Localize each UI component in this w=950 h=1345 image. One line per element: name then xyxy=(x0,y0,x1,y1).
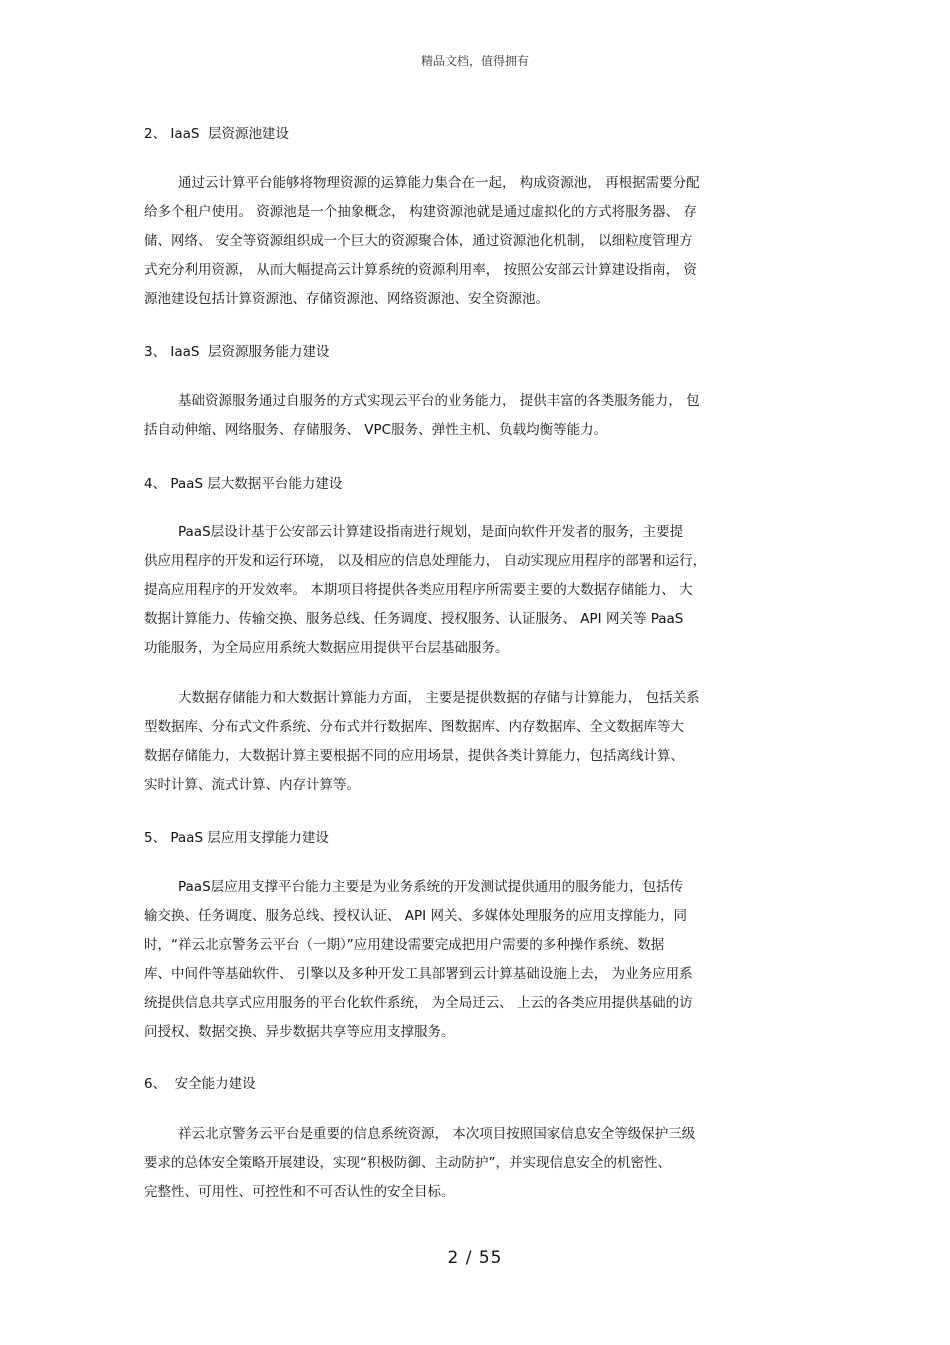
section-heading-2: 2、 IaaS 层资源池建设 xyxy=(144,126,290,142)
text-line: PaaS层应用支撑平台能力主要是为业务系统的开发测试提供通用的服务能力，包括传 xyxy=(178,879,684,895)
text-line: 大数据存储能力和大数据计算能力方面， 主要是提供数据的存储与计算能力， 包括关系 xyxy=(178,690,700,706)
text-line: 要求的总体安全策略开展建设，实现“积极防御、主动防护”，并实现信息安全的机密性、 xyxy=(144,1155,671,1171)
section-heading-3: 3、 IaaS 层资源服务能力建设 xyxy=(144,344,330,360)
text-line: 问授权、数据交换、异步数据共享等应用支撑服务。 xyxy=(144,1024,455,1040)
text-line: 祥云北京警务云平台是重要的信息系统资源， 本次项目按照国家信息安全等级保护三级 xyxy=(178,1126,696,1142)
section-heading-4: 4、 PaaS 层大数据平台能力建设 xyxy=(144,476,343,492)
section-5-paragraph-1 xyxy=(144,873,814,1047)
text-line: 数据存储能力，大数据计算主要根据不同的应用场景，提供各类计算能力，包括离线计算、 xyxy=(144,748,684,764)
section-2-paragraph-1 xyxy=(144,169,814,314)
text-line: 括自动伸缩、网络服务、存储服务、 VPC服务、弹性主机、负载均衡等能力。 xyxy=(144,422,608,438)
text-line: 提高应用程序的开发效率。 本期项目将提供各类应用程序所需要主要的大数据存储能力、 大 xyxy=(144,582,693,598)
text-line: 功能服务，为全局应用系统大数据应用提供平台层基础服务。 xyxy=(144,640,509,656)
section-heading-6: 6、 安全能力建设 xyxy=(144,1076,256,1092)
text-line: 统提供信息共享式应用服务的平台化软件系统， 为全局迁云、 上云的各类应用提供基础的访 xyxy=(144,995,693,1011)
text-line: 完整性、可用性、可控性和不可否认性的安全目标。 xyxy=(144,1184,455,1200)
text-line: 型数据库、分布式文件系统、分布式并行数据库、图数据库、内存数据库、全文数据库等大 xyxy=(144,719,684,735)
section-4-paragraph-2 xyxy=(144,684,814,800)
text-line: 时，“祥云北京警务云平台（一期）”应用建设需要完成把用户需要的多种操作系统、数据 xyxy=(144,937,665,953)
page-number: 2 / 55 xyxy=(447,1248,503,1268)
text-line: 基础资源服务通过自服务的方式实现云平台的业务能力， 提供丰富的各类服务能力， 包 xyxy=(178,393,700,409)
text-line: 库、中间件等基础软件、 引擎以及多种开发工具部署到云计算基础设施上去， 为业务应用系 xyxy=(144,966,693,982)
text-line: 给多个租户使用。 资源池是一个抽象概念， 构建资源池就是通过虚拟化的方式将服务器、 存 xyxy=(144,204,697,220)
section-3-paragraph-1 xyxy=(144,387,814,445)
text-line: 实时计算、流式计算、内存计算等。 xyxy=(144,777,360,793)
text-line: 数据计算能力、传输交换、服务总线、任务调度、授权服务、认证服务、 API 网关等 PaaS xyxy=(144,611,684,627)
text-line: 通过云计算平台能够将物理资源的运算能力集合在一起， 构成资源池， 再根据需要分配 xyxy=(178,175,700,191)
text-line: PaaS层设计基于公安部云计算建设指南进行规划，是面向软件开发者的服务，主要提 xyxy=(178,524,684,540)
page-header: 精品文档，值得拥有 xyxy=(420,54,529,68)
text-line: 储、网络、 安全等资源组织成一个巨大的资源聚合体，通过资源池化机制， 以细粒度管理方 xyxy=(144,233,693,249)
text-line: 输交换、任务调度、服务总线、授权认证、 API 网关、多媒体处理服务的应用支撑能力，同 xyxy=(144,908,687,924)
section-6-paragraph-1 xyxy=(144,1120,814,1207)
text-line: 式充分利用资源， 从而大幅提高云计算系统的资源利用率， 按照公安部云计算建设指南， 资 xyxy=(144,262,697,278)
text-line: 源池建设包括计算资源池、存储资源池、网络资源池、安全资源池。 xyxy=(144,291,549,307)
text-line: 供应用程序的开发和运行环境， 以及相应的信息处理能力， 自动实现应用程序的部署和运行， xyxy=(144,553,707,569)
section-4-paragraph-1 xyxy=(144,518,814,663)
section-heading-5: 5、 PaaS 层应用支撑能力建设 xyxy=(144,830,329,846)
